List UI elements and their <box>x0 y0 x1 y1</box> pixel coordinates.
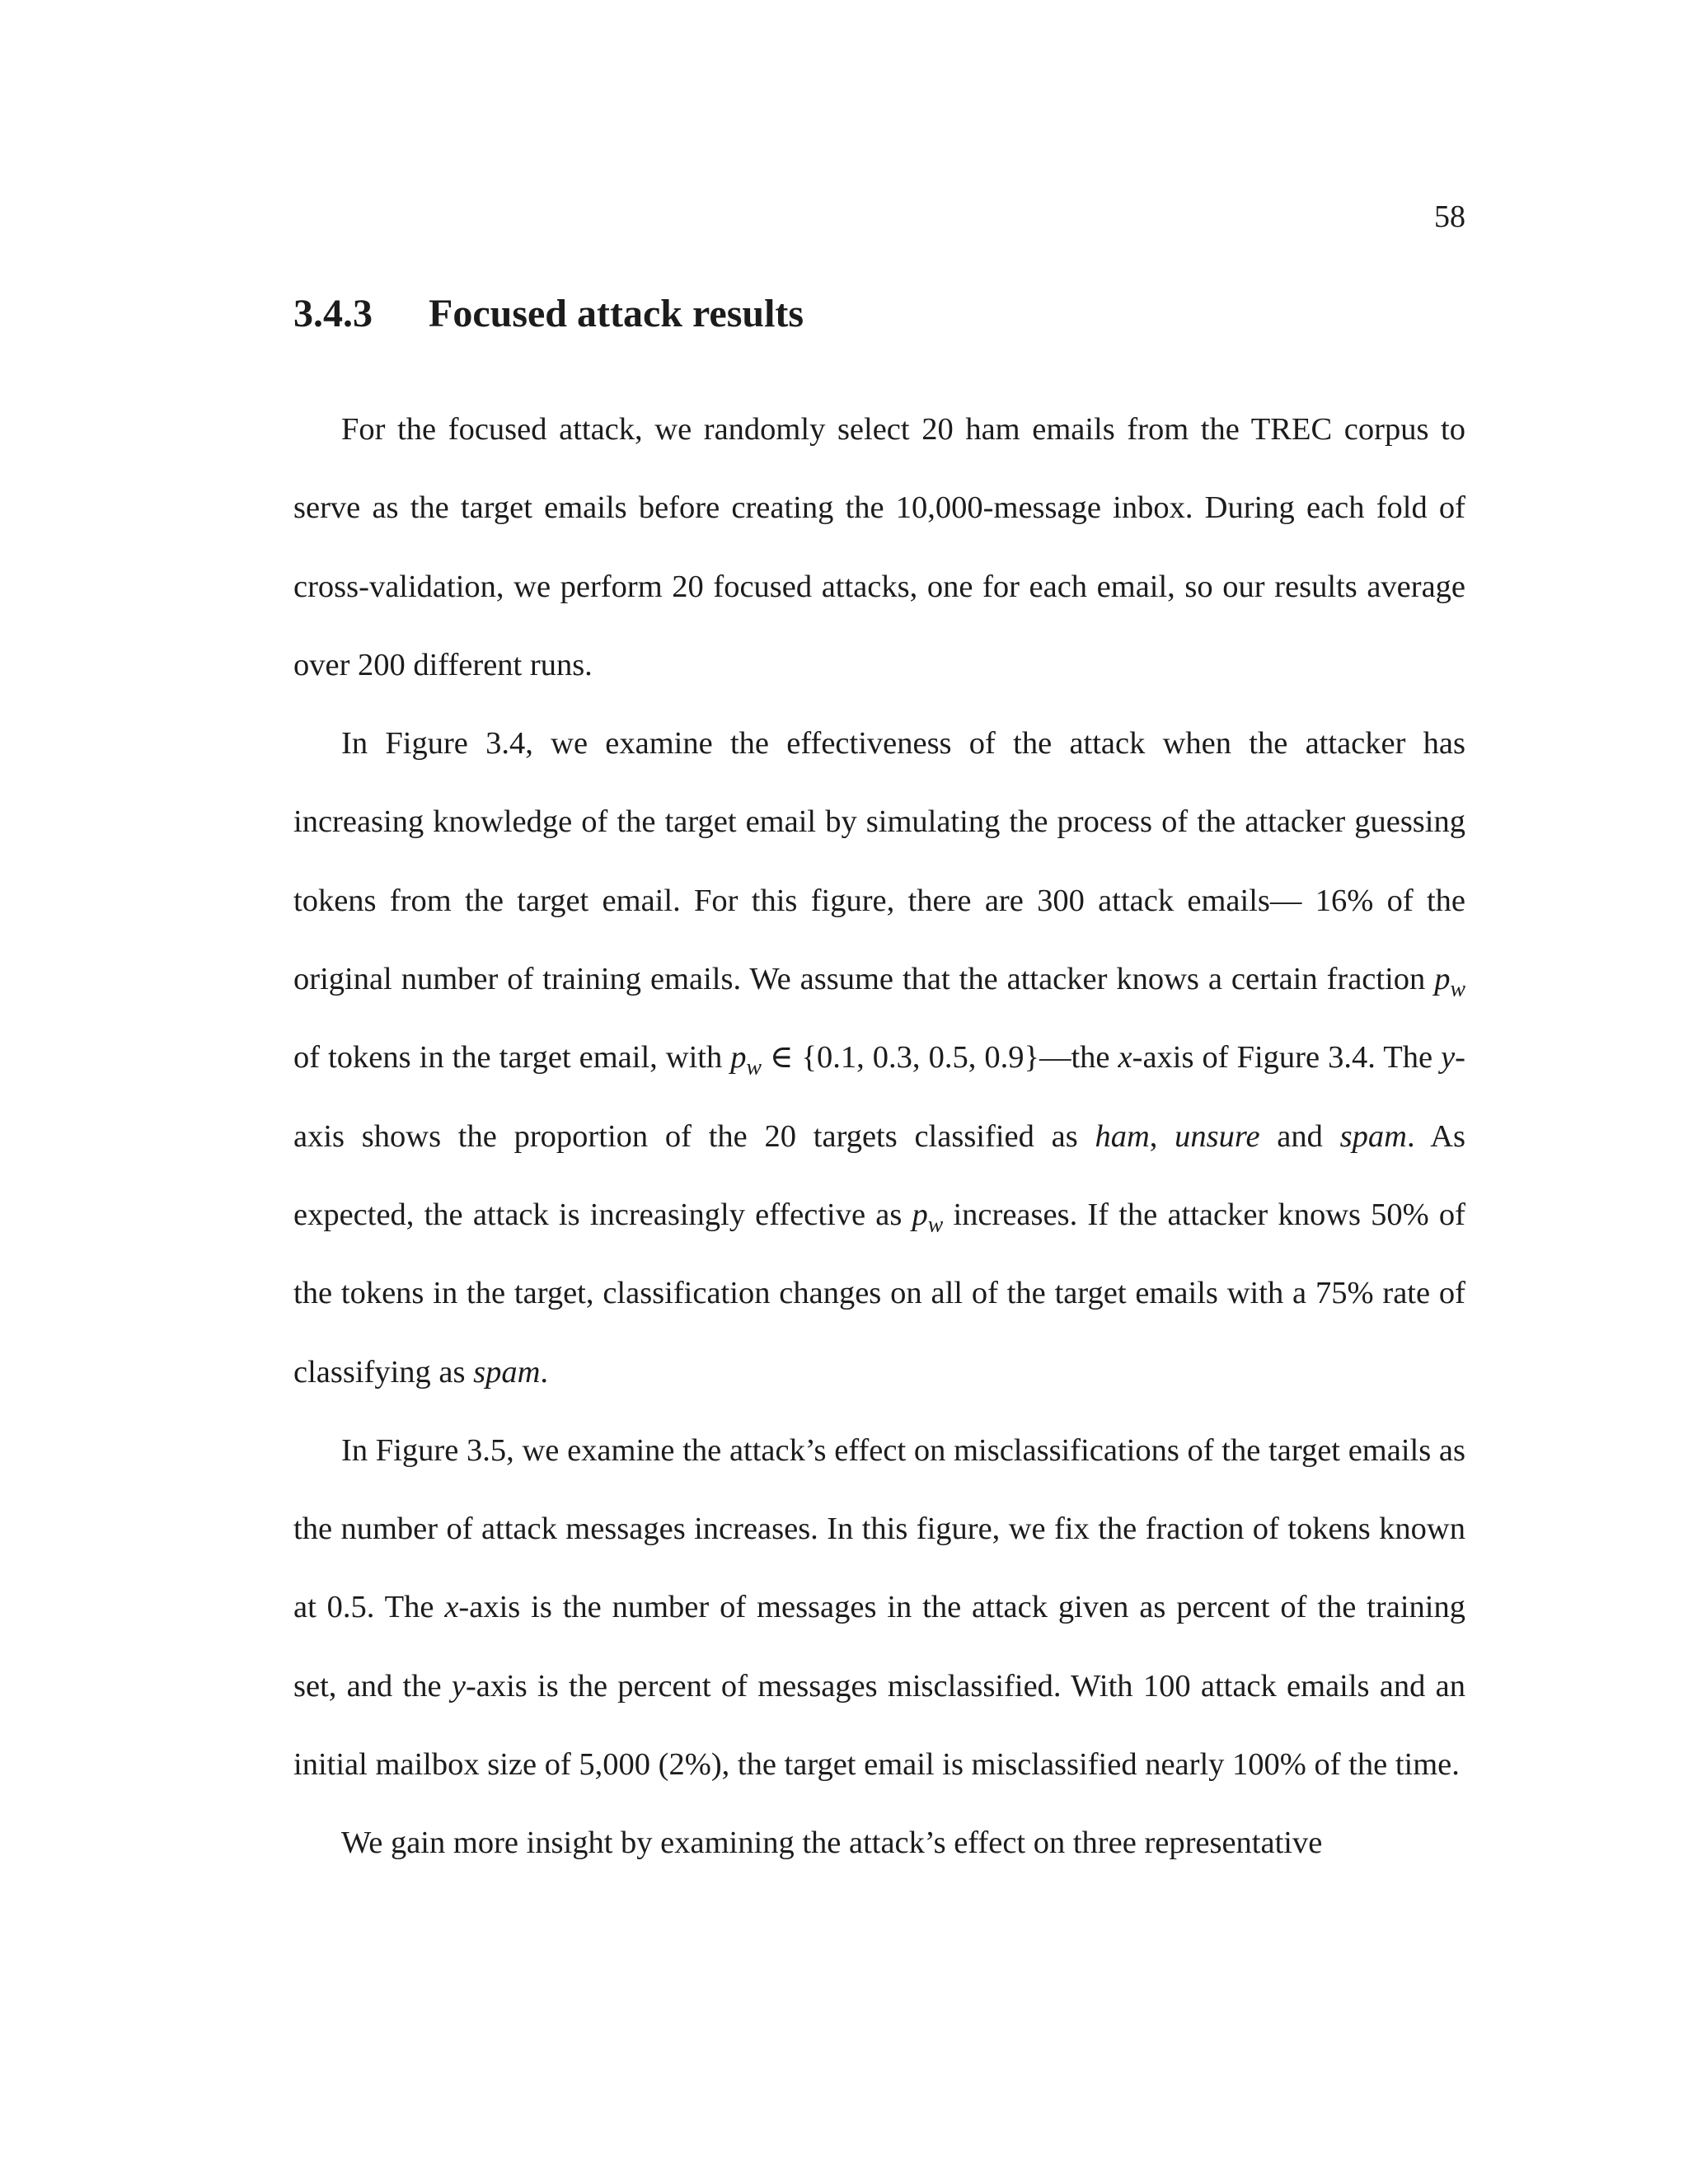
text-run: For the focused attack, we randomly select 20 ham emails from the TREC corpus to serve as the target emails before creating the 10,000-message inbox. During each fold of cross-validation, we perform 20 focused attacks, one for each email, so our results average over 200 different runs. <box>293 412 1465 682</box>
text-run: of tokens in the target email, with <box>293 1040 731 1076</box>
text-run: -axis shows the proportion of the 20 targets classified as <box>293 1040 1465 1154</box>
italic-text: p <box>1434 962 1451 997</box>
subscript-text: w <box>746 1054 762 1080</box>
text-run: increases. If the attacker knows 50% of the tokens in the target, classification changes on all of the target emails with a 75% rate of classifying as <box>293 1197 1465 1390</box>
body-text <box>293 391 1465 1883</box>
section-title: Focused attack results <box>429 292 804 335</box>
section-number: 3.4.3 <box>293 292 373 335</box>
subscript-text: w <box>927 1211 944 1237</box>
paragraph <box>293 1412 1465 1804</box>
text-run: -axis of Figure 3.4. The <box>1132 1040 1442 1076</box>
text-run: , <box>1149 1118 1175 1154</box>
italic-text: ham <box>1095 1118 1150 1154</box>
paragraph <box>293 1804 1465 1882</box>
text-run: In Figure 3.5, we examine the attack’s effect on misclassifications of the target emails as the number of attack messages increases. In this figure, we fix the fraction of tokens known at 0.5. The <box>293 1432 1465 1625</box>
text-run: . <box>540 1354 549 1390</box>
subscript-text: w <box>1450 975 1465 1001</box>
text-run: ∈ {0.1, 0.3, 0.5, 0.9}—the <box>762 1040 1118 1076</box>
paragraph <box>293 391 1465 705</box>
section-heading <box>293 290 804 338</box>
italic-text: y <box>1441 1040 1456 1076</box>
text-run: -axis is the number of messages in the attack given as percent of the training set, and the <box>293 1590 1465 1704</box>
italic-text: p <box>730 1040 747 1076</box>
text-run: -axis is the percent of messages misclassified. With 100 attack emails and an initial mailbox size of 5,000 (2%), the target email is misclassified nearly 100% of the time. <box>293 1668 1466 1783</box>
italic-text: x <box>1118 1040 1132 1076</box>
page-number: 58 <box>1434 199 1465 234</box>
text-run: In Figure 3.4, we examine the effectiveness of the attack when the attacker has increasing knowledge of the target email by simulating the process of the attacker guessing tokens from the target email. For this figure, there are 300 attack emails— 16% of the original number of training emails. We assume that the attacker knows a certain fraction <box>293 726 1465 997</box>
italic-text: y <box>451 1668 466 1704</box>
text-run: . As expected, the attack is increasingly effective as <box>293 1118 1465 1232</box>
italic-text: p <box>912 1197 928 1232</box>
italic-text: spam <box>1339 1118 1407 1154</box>
italic-text: x <box>444 1590 459 1625</box>
italic-text: unsure <box>1175 1118 1260 1154</box>
text-run: and <box>1259 1118 1340 1154</box>
paragraph <box>293 705 1465 1412</box>
text-run: We gain more insight by examining the attack’s effect on three representative <box>341 1825 1323 1861</box>
italic-text: spam <box>473 1354 541 1390</box>
